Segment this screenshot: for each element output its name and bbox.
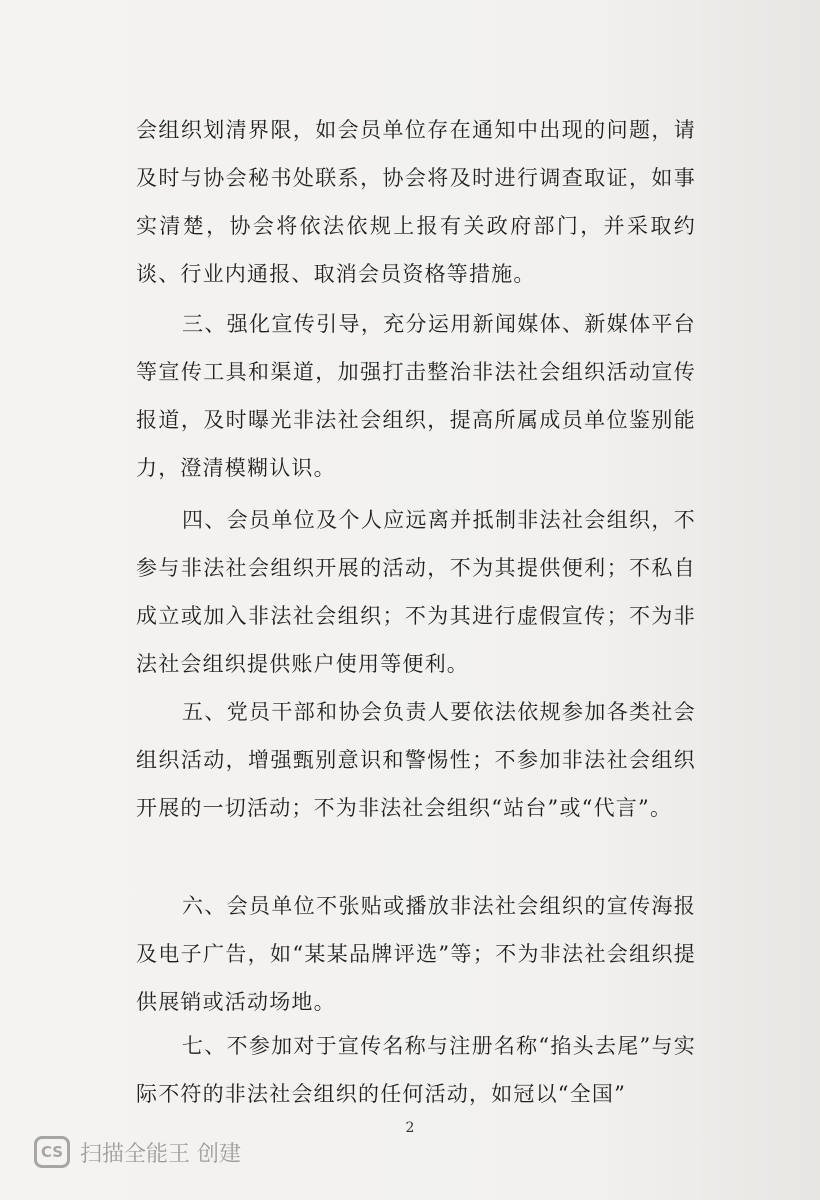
paragraph-item-5: 五、党员干部和协会负责人要依法依规参加各类社会组织活动，增强甄别意识和警惕性；不参加非法社会组织开展的一切活动；不为非法社会组织“站台”或“代言”。 xyxy=(136,700,696,820)
paragraph-item-3: 三、强化宣传引导，充分运用新闻媒体、新媒体平台等宣传工具和渠道，加强打击整治非法社会组织活动宣传报道，及时曝光非法社会组织，提高所属成员单位鉴别能力，澄清模糊认识。 xyxy=(136,312,696,480)
scanner-watermark xyxy=(34,1132,241,1172)
camscanner-logo-icon: CS xyxy=(34,1136,70,1168)
watermark-text: 扫描全能王 创建 xyxy=(80,1141,241,1167)
paragraph-item-7: 七、不参加对于宣传名称与注册名称“掐头去尾”与实际不符的非法社会组织的任何活动，如冠以“全国” xyxy=(136,1034,696,1106)
paragraph-item-6: 六、会员单位不张贴或播放非法社会组织的宣传海报及电子广告，如“某某品牌评选”等；不为非法社会组织提供展销或活动场地。 xyxy=(136,894,696,1014)
paragraph-continuation: 会组织划清界限，如会员单位存在通知中出现的问题，请及时与协会秘书处联系，协会将及时进行调查取证，如事实清楚，协会将依法依规上报有关政府部门，并采取约谈、行业内通报、取消会员资格等措施。 xyxy=(136,118,696,286)
paragraph-item-4: 四、会员单位及个人应远离并抵制非法社会组织，不参与非法社会组织开展的活动，不为其提供便利；不私自成立或加入非法社会组织；不为其进行虚假宣传；不为非法社会组织提供账户使用等便利。 xyxy=(136,508,696,676)
page-number: 2 xyxy=(405,1120,415,1136)
